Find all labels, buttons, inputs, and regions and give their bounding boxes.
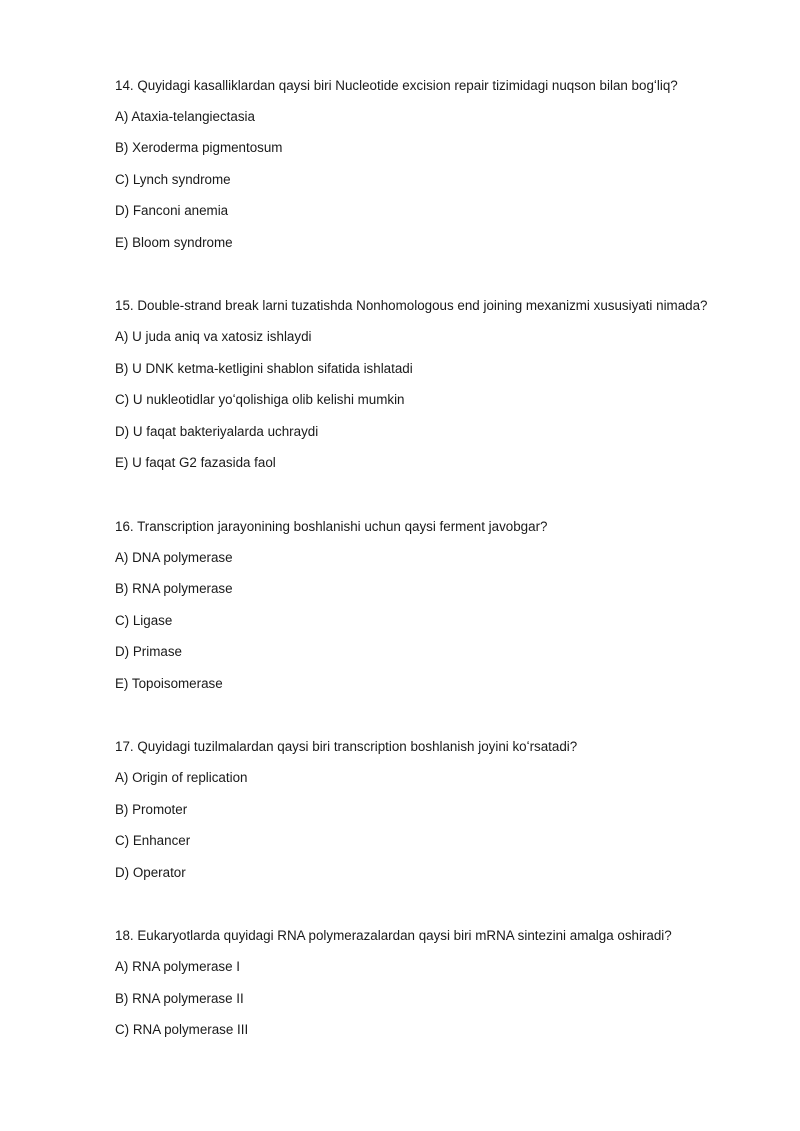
option-b: B) Promoter [115,802,188,817]
option-b: B) RNA polymerase II [115,991,244,1006]
option-a: A) RNA polymerase I [115,959,241,974]
option-c: C) RNA polymerase III [115,1022,249,1037]
question-text: 16. Transcription jarayonining boshlanishi uchun qaysi ferment javobgar? [115,519,548,534]
question-text: 17. Quyidagi tuzilmalardan qaysi biri transcription boshlanish joyini koʻrsatadi? [115,739,578,754]
option-d: D) U faqat bakteriyalarda uchraydi [115,424,319,439]
option-b: B) U DNK ketma-ketligini shablon sifatida ishlatadi [115,361,413,376]
question-text: 18. Eukaryotlarda quyidagi RNA polymerazalardan qaysi biri mRNA sintezini amalga oshiradi? [115,928,672,943]
option-d: D) Primase [115,644,182,659]
option-b: B) Xeroderma pigmentosum [115,140,283,155]
option-c: C) Enhancer [115,833,191,848]
option-d: D) Operator [115,865,186,880]
option-d: D) Fanconi anemia [115,203,229,218]
option-c: C) Ligase [115,613,173,628]
option-e: E) U faqat G2 fazasida faol [115,455,276,470]
option-a: A) DNA polymerase [115,550,233,565]
option-c: C) Lynch syndrome [115,172,231,187]
question-text: 14. Quyidagi kasalliklardan qaysi biri Nucleotide excision repair tizimidagi nuqson bilan bogʻliq? [115,78,678,93]
question-text: 15. Double-strand break larni tuzatishda Nonhomologous end joining mexanizmi xususiyati nimada? [115,298,708,313]
option-e: E) Bloom syndrome [115,235,233,250]
option-b: B) RNA polymerase [115,581,233,596]
option-c: C) U nukleotidlar yoʻqolishiga olib kelishi mumkin [115,392,405,407]
option-a: A) Origin of replication [115,770,248,785]
option-e: E) Topoisomerase [115,676,223,691]
option-a: A) U juda aniq va xatosiz ishlaydi [115,329,312,344]
option-a: A) Ataxia-telangiectasia [115,109,255,124]
